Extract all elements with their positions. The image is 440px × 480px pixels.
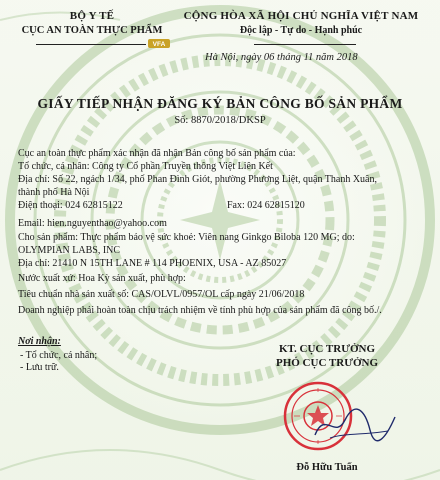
vfa-logo-icon bbox=[148, 39, 170, 48]
country-name: CỘNG HÒA XÃ HỘI CHỦ NGHĨA VIỆT NAM bbox=[183, 10, 419, 22]
phone-line: Điện thoại: 024 62815122 bbox=[18, 200, 123, 211]
origin-line: Nước xuất xứ: Hoa Kỳ sản xuất, phù hợp: bbox=[18, 273, 186, 284]
signatory-subtitle: PHÓ CỤC TRƯỞNG bbox=[275, 357, 379, 369]
agency-name: CỤC AN TOÀN THỰC PHẨM bbox=[21, 25, 163, 36]
motto-underline bbox=[254, 44, 356, 45]
address-line-1: Địa chỉ: Số 22, ngách 1/34, phố Phan Đình Giót, phường Phương Liệt, quận Thanh Xuân, bbox=[18, 174, 377, 185]
recipient-item: - Tổ chức, cá nhân; bbox=[20, 350, 98, 361]
organization-line: Tổ chức, cá nhân: Công ty Cổ phần Truyền thông Việt Liên Kết bbox=[18, 161, 273, 172]
recipients-label: Nơi nhận: bbox=[18, 336, 61, 347]
signatory-title: KT. CỤC TRƯỞNG bbox=[278, 343, 376, 355]
standard-line: Tiêu chuẩn nhà sản xuất số: CAS/OLVL/0957/OL cấp ngày 21/06/2018 bbox=[18, 289, 305, 300]
product-line: Cho sản phẩm: Thực phẩm bảo vệ sức khoẻ: Viên nang Ginkgo Biloba 120 MG; do: bbox=[18, 232, 355, 243]
national-motto: Độc lập - Tự do - Hạnh phúc bbox=[239, 25, 363, 36]
document-title: GIẤY TIẾP NHẬN ĐĂNG KÝ BẢN CÔNG BỐ SẢN PHẨM bbox=[37, 96, 403, 111]
issue-date: Hà Nội, ngày 06 tháng 11 năm 2018 bbox=[205, 52, 358, 63]
responsibility-line: Doanh nghiệp phải hoàn toàn chịu trách nhiệm về tính phù hợp của sản phẩm đã công bố./. bbox=[18, 305, 382, 316]
manufacturer-address-line: Địa chỉ: 21410 N 15TH LANE # 114 PHOENIX, USA - AZ 85027 bbox=[18, 258, 287, 269]
issuer-block bbox=[12, 10, 172, 36]
recipient-item: - Lưu trữ. bbox=[20, 362, 59, 373]
manufacturer-line: OLYMPIAN LABS, INC bbox=[18, 245, 121, 256]
fax-line: Fax: 024 62815120 bbox=[227, 200, 305, 211]
handwritten-signature-icon bbox=[310, 405, 400, 445]
address-line-2: thành phố Hà Nội bbox=[18, 187, 90, 198]
email-line: Email: hien.nguyenthao@yahoo.com bbox=[18, 218, 167, 229]
national-header bbox=[170, 10, 432, 36]
issuer-underline bbox=[36, 44, 146, 45]
signer-name: Đỗ Hữu Tuấn bbox=[296, 462, 358, 473]
ministry-name: BỘ Y TẾ bbox=[69, 10, 115, 22]
vfa-logo-text: VFA bbox=[152, 41, 166, 48]
intro-text: Cục an toàn thực phẩm xác nhận đã nhận Bản công bố sản phẩm của: bbox=[18, 148, 296, 159]
document-number: Số: 8870/2018/DKSP bbox=[174, 115, 266, 126]
